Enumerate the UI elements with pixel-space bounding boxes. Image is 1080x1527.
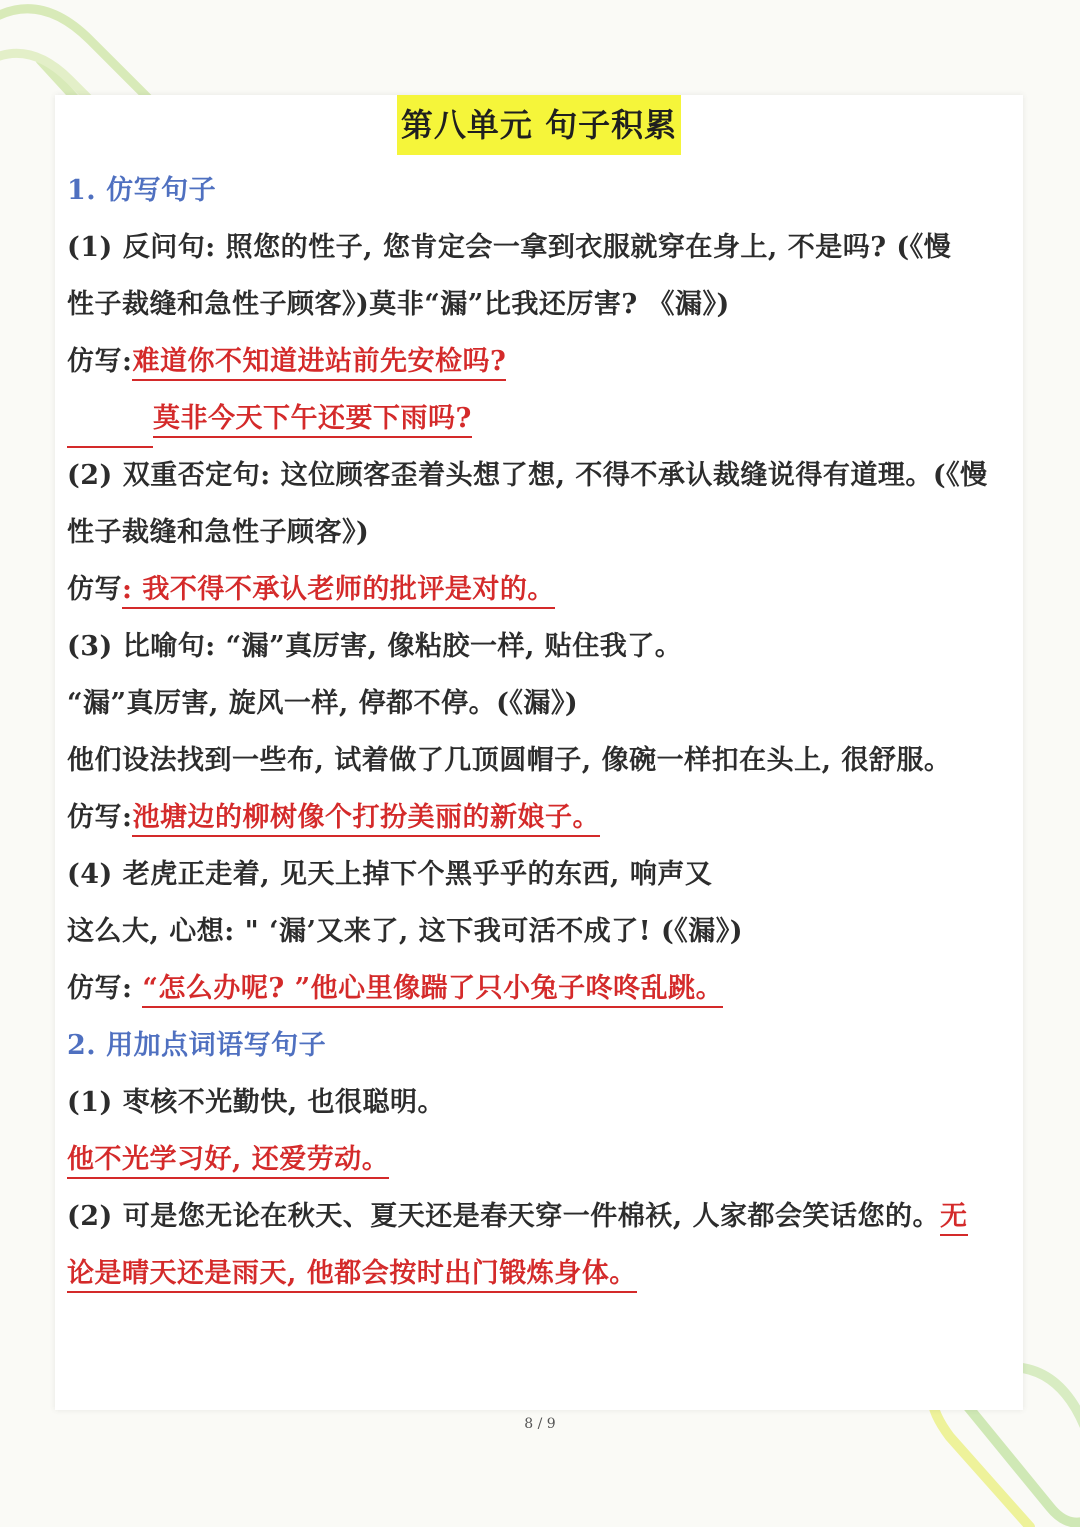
text-line: 性子裁缝和急性子顾客》)莫非“漏”比我还厉害? 《漏》)	[67, 289, 730, 320]
answer-line	[67, 1131, 1015, 1188]
question-text: (2) 可是您无论在秋天、夏天还是春天穿一件棉袄, 人家都会笑话您的。	[67, 1201, 941, 1232]
answer-prefix: 仿写	[67, 574, 122, 605]
answer-text: 论是晴天还是雨天, 他都会按时出门锻炼身体。	[67, 1258, 637, 1293]
text-line: 性子裁缝和急性子顾客》)	[67, 517, 370, 548]
text-line	[67, 1188, 1015, 1245]
answer-text: 难道你不知道进站前先安检吗?	[132, 346, 506, 381]
text-line: 这么大, 心想: " ‘漏’又来了, 这下我可活不成了! (《漏》)	[67, 916, 744, 947]
text-line: (2) 双重否定句: 这位顾客歪着头想了想, 不得不承认裁缝说得有道理。(《慢	[67, 460, 988, 491]
text-line: (4) 老虎正走着, 见天上掉下个黑乎乎的东西, 响声又	[67, 859, 713, 890]
answer-text: 他不光学习好, 还爱劳动。	[67, 1144, 389, 1179]
text-line: (1) 反问句: 照您的性子, 您肯定会一拿到衣服就穿在身上, 不是吗? (《慢	[67, 232, 952, 263]
answer-text: 莫非今天下午还要下雨吗?	[153, 403, 472, 438]
text-line: (1) 枣核不光勤快, 也很聪明。	[67, 1087, 446, 1118]
text-line: (3) 比喻句: “漏”真厉害, 像粘胶一样, 贴住我了。	[67, 631, 683, 662]
answer-line	[67, 333, 1015, 390]
answer-prefix: 仿写:	[67, 973, 143, 1004]
document-body	[67, 162, 1015, 1302]
page-number: 8 / 9	[524, 1416, 556, 1432]
section-heading: 1. 仿写句子	[67, 175, 217, 206]
answer-line	[67, 789, 1015, 846]
title-bar	[55, 95, 1023, 155]
answer-prefix: 仿写:	[67, 346, 133, 377]
document-page	[55, 95, 1023, 1410]
answer-line	[67, 960, 1015, 1017]
answer-line	[67, 561, 1015, 618]
answer-text: “怎么办呢? ”他心里像踹了只小兔子咚咚乱跳。	[142, 973, 723, 1008]
answer-line	[67, 390, 1015, 447]
answer-text: 无	[940, 1201, 968, 1236]
text-line: 他们设法找到一些布, 试着做了几顶圆帽子, 像碗一样扣在头上, 很舒服。	[67, 745, 952, 776]
answer-underline-indent	[67, 406, 153, 448]
text-line: “漏”真厉害, 旋风一样, 停都不停。(《漏》)	[67, 688, 579, 719]
page-title: 第八单元 句子积累	[397, 95, 681, 155]
answer-prefix: 仿写:	[67, 802, 133, 833]
answer-text: : 我不得不承认老师的批评是对的。	[122, 574, 555, 609]
answer-line	[67, 1245, 1015, 1302]
section-heading: 2. 用加点词语写句子	[67, 1030, 327, 1061]
answer-text: 池塘边的柳树像个打扮美丽的新娘子。	[132, 802, 600, 837]
